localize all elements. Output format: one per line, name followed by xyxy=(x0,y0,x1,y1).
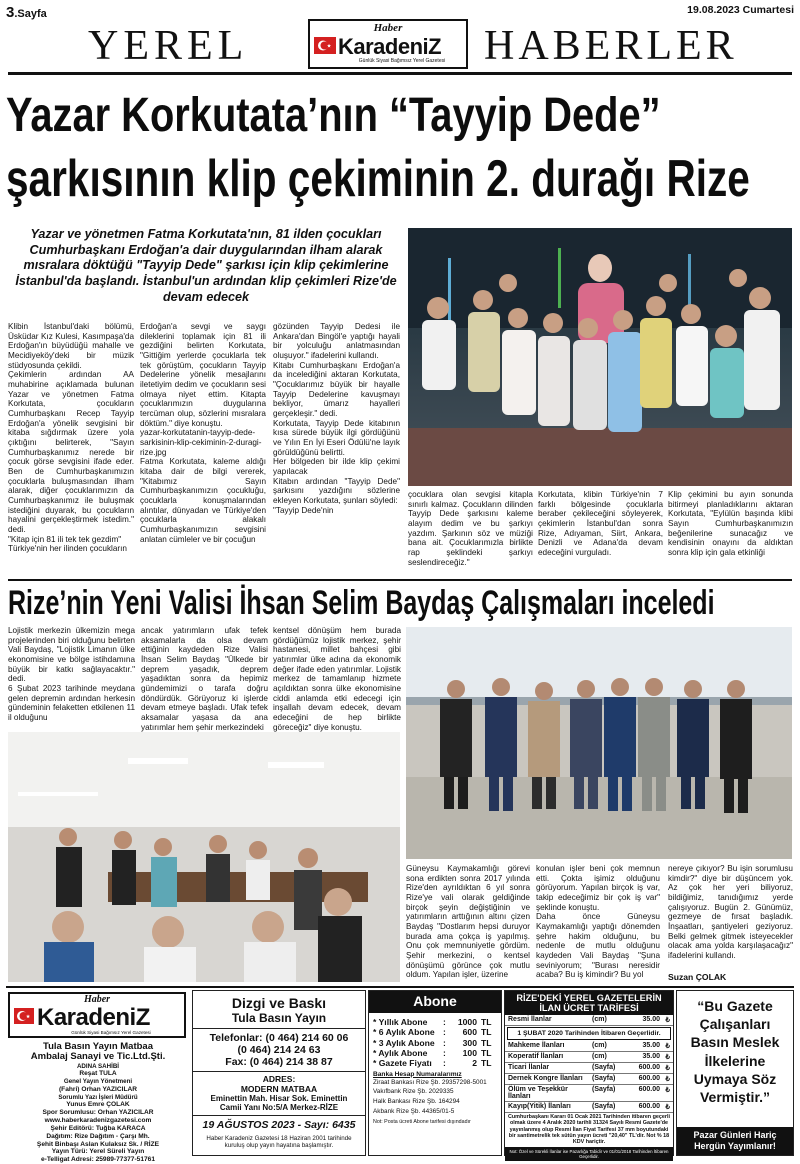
subscription-unit: TL xyxy=(481,1058,492,1069)
subscription-box xyxy=(368,990,502,1156)
officials-photo xyxy=(406,627,792,859)
section-divider-1 xyxy=(8,579,792,581)
subscription-value: 300 xyxy=(462,1037,477,1048)
issue-number: 19 AĞUSTOS 2023 - Sayı: 6435 xyxy=(193,1115,365,1131)
subscription-unit: TL xyxy=(481,1047,492,1058)
tariff-unit: (Sayfa) xyxy=(592,1064,616,1072)
tariff-box xyxy=(504,990,674,1160)
subscription-value: 1000 xyxy=(457,1017,477,1027)
tariff-currency: ₺ xyxy=(665,1043,670,1051)
tariff-strip: Not: Özel ve Sürekli İlanlar ise Pazarlığa Tabidir ve 01/01/2018 Tarihinden İtibaren Geçerlidir. xyxy=(505,1147,673,1161)
children-group-photo xyxy=(408,228,792,486)
tariff-value: 600.00 xyxy=(638,1086,660,1094)
tariff-unit: (cm) xyxy=(592,1042,607,1050)
impressum-line: ADINA SAHİBİ xyxy=(76,1062,120,1070)
subscription-value: 100 xyxy=(462,1047,477,1058)
phone-2: (0 464) 214 24 63 xyxy=(237,1044,321,1056)
bank-account: Halk Bankası Rize Şb. 164294 xyxy=(373,1098,460,1106)
subscription-unit: TL xyxy=(481,1037,492,1048)
subscription-label: * 3 Aylık Abone xyxy=(373,1037,435,1048)
bank-note: Not: Posta ücreti Abone tarifesi dışındadır xyxy=(373,1119,471,1126)
article2-col2: ancak yatırımların ufak tefek aksamalarla da olsa devam ettiğinin kaydeden Rize Valisi İhsan Selim Baydaş "Ülkede bir deprem yaşadık, deprem yaşadıktan sonra da hepimiz gündemimizi o tarafa doğru döndürdük. Görüyoruz ki işlerde devam etmeye başladı. Ufak tefek aksamalar yaşasa da ana yatırımlar hem şehir merkezindeki xyxy=(141,626,268,732)
founding-note: Haber Karadeniz Gazetesi 18 Haziran 2001 tarihinde kuruluş olup yayın hayatına başlamıştır. xyxy=(206,1135,352,1149)
logo-top: Haber xyxy=(373,22,403,34)
impressum-line: e-Telligat Adresi: 25989-77377-51761 xyxy=(41,1156,155,1164)
print-title: Dizgi ve Baskı xyxy=(231,995,327,1011)
impressum-line: Şehit Binbaşı Aslan Kulaksız Sk. / RİZE xyxy=(36,1140,160,1148)
ethics-statement: “Bu Gazete Çalışanları Basın Meslek İlkelerine Uymaya Söz Vermiştir.” xyxy=(690,998,780,1105)
subscription-row xyxy=(373,1048,497,1058)
tariff-value: 35.00 xyxy=(642,1016,660,1024)
tariff-label: Koperatif İlanları xyxy=(508,1053,564,1061)
tariff-unit: (Sayfa) xyxy=(592,1103,616,1111)
footer-logo-top: Haber xyxy=(83,994,111,1005)
impressum-line: Sorumlu Yazı İşleri Müdürü xyxy=(58,1093,138,1101)
tariff-row xyxy=(505,1052,673,1063)
article2-col3: kentsel dönüşüm hem burada gördüğümüz lojistik merkez, şehir hastanesi, millet bahçesi gibi yatırımlar ülke adına da ekonomik değer ifade eden yatırımlar. Lojistik merkez de tamamlanıp hizmete açıldıktan sonra ülke ekonomisine ciddi anlamda etki edecegi için inşallah devam edecek, devam edeceğini de hep birlikte göreceğiz" diye konuştu. xyxy=(273,626,401,732)
print-subtitle: Tula Basın Yayın xyxy=(231,1011,327,1025)
tariff-label: Ticari İlanlar xyxy=(508,1064,550,1072)
impressum-lines xyxy=(6,1042,190,1164)
bank-list xyxy=(369,1078,501,1118)
website-link[interactable]: www.haberkaradenizgazetesi.com xyxy=(44,1116,152,1124)
subscription-rows xyxy=(369,1013,501,1069)
impressum-line: Tula Basın Yayın Matbaa xyxy=(43,1041,153,1052)
section-word-left: YEREL xyxy=(88,23,249,69)
headline-2: Rize’nin Yeni Valisi İhsan Selim Baydaş Çalışmaları inceledi xyxy=(8,584,715,622)
tariff-value: 600.00 xyxy=(638,1075,660,1083)
article1-col4: çocuklara olan sevgisi kitapla sınırlı kalmaz. Çocukların dilinden Tayyip Dede şarkısını kaleme alayım dedim ve bu şarkıyı yazdım. Şarkının söz ve müziği bana ait. Çocuklarımızla birlikte rap şeklindeki şarkıyı seslendireceğiz." xyxy=(408,490,533,567)
tariff-header xyxy=(505,991,673,1015)
tariff-title-line2: İLAN ÜCRET TARİFESİ xyxy=(539,1003,639,1014)
subscription-row xyxy=(373,1027,497,1037)
impressum-line: Şehir Editörü: Tuğba KARACA xyxy=(50,1124,146,1132)
tariff-title-line1: RİZE'DEKİ YEREL GAZETELERİN xyxy=(516,993,662,1003)
tariff-row xyxy=(505,1063,673,1074)
subscription-label: * Aylık Abone xyxy=(373,1047,428,1058)
page-label: .Sayfa xyxy=(14,8,47,20)
impressum-line: Yayın Türü: Yerel Süreli Yayın xyxy=(51,1148,145,1156)
tariff-currency: ₺ xyxy=(665,1076,670,1084)
tariff-value: 35.00 xyxy=(642,1042,660,1050)
tariff-unit: (Sayfa) xyxy=(592,1086,616,1094)
address-line: Eminettin Mah. Hisar Sok. Eminettin xyxy=(210,1094,348,1103)
phone-1: Telefonlar: (0 464) 214 60 06 xyxy=(209,1032,349,1044)
subscription-value: 600 xyxy=(462,1027,477,1038)
subscription-title: Abone xyxy=(369,991,501,1013)
tariff-label: Dernek Kongre İlanları xyxy=(508,1075,583,1083)
tariff-row xyxy=(505,1074,673,1085)
weekday-note: Pazar Günleri Hariç Hergün Yayımlanır! xyxy=(677,1127,793,1155)
subscription-colon: : xyxy=(443,1027,446,1038)
tariff-currency: ₺ xyxy=(665,1017,670,1025)
tariff-rows xyxy=(505,1041,673,1113)
impressum-line: Yunus Emre ÇOLAK xyxy=(66,1101,130,1108)
footer-logo xyxy=(8,992,186,1038)
page-number: 3.Sayfa xyxy=(6,4,47,21)
print-box xyxy=(192,990,366,1156)
tariff-currency: ₺ xyxy=(665,1054,670,1062)
logo-main: KaradeniZ xyxy=(338,34,442,59)
impressum-line: Spor Sorumlusu: Orhan YAZICILAR xyxy=(42,1108,154,1116)
article2-col5: konulan işler beni çok memnun etti. Çokta işimiz olduğunu görüyorum. Yapılan birçok iş var, takip edeceğimiz bir çok iş var" şeklinde konuştu. Daha önce Güneysu Kaymakamlığı yaptığı dönemden şehre hakim olduğunu, bu nedenle de mutlu olduğunu kaydeden Vali Baydaş "Şuna seviniyorum; "Burası neresidir acaba? Bu iş kimindir? Bu yol xyxy=(536,864,660,980)
footer-logo-sub: Günlük Siyasi Bağımsız Yerel Gazetesi xyxy=(71,1030,151,1035)
section-word-right: HABERLER xyxy=(484,23,738,69)
impressum-box xyxy=(6,990,190,1164)
article1-col5: Korkutata, klibin Türkiye'nin 7 farklı bölgesinde çocuklarla beraber çekileceğini söyleyerek, çekimlerin İstanbul'dan sonra Rize, Adıyaman, Siirt, Ankara, Denizli ve Adana'da devam edeceğini vurguladı. xyxy=(538,490,663,558)
subscription-colon: : xyxy=(443,1017,446,1027)
byline: Suzan ÇOLAK xyxy=(668,972,727,982)
address-line: MODERN MATBAA xyxy=(240,1084,318,1094)
bank-title: Banka Hesap Numaralarımız xyxy=(373,1070,462,1078)
tariff-row xyxy=(505,1041,673,1052)
tariff-unit: (Sayfa) xyxy=(592,1075,616,1083)
tariff-currency: ₺ xyxy=(665,1065,670,1073)
subscription-row xyxy=(373,1038,497,1048)
impressum-line: Genel Yayın Yönetmeni xyxy=(63,1078,133,1086)
subscription-colon: : xyxy=(443,1037,446,1048)
address-title: ADRES: xyxy=(262,1074,296,1084)
subscription-value: 2 xyxy=(472,1058,477,1069)
tariff-label: Ölüm ve Teşekkür İlanları xyxy=(508,1086,568,1101)
meeting-room-photo xyxy=(8,732,400,982)
headline-1-line1: Yazar Korkutata’nın “Tayyip Dede” xyxy=(6,89,661,142)
tariff-value: 35.00 xyxy=(642,1053,660,1061)
masthead-logo xyxy=(308,19,468,69)
flag-icon xyxy=(314,37,336,54)
article2-col4: Güneysu Kaymakamlığı görevi sona erdikten sonra 2017 yılında Rize'den ayrıldıktan 6 yıl sonra Rize'ye vali olarak geldiğinde birçok şeyin değiştiğinin ve yatırımların arttığının altını çizen Baydaş "Dostlarım hepsi duruyor burada ama çokça iş yapılmış. Onu çok memnuniyetle gördüm. Şehir merkezini, o kentsel dönüşümü görünce çok mutlu oldum. Yapılan işler, üzerine xyxy=(406,864,530,980)
tariff-row xyxy=(505,1015,673,1026)
article2-col6: nereye çıkıyor? Bu işin sorumlusu kimdir?" diye bir düşüncem yok. Az çok her yeri biliyoruz, bildiğimiz, tanıdığımız yerde çalışıyoruz. Bugün 2. Günümüz, gezmeye de fırsat başladık. İnşaatları, şantiyeleri geziyoruz. Belki gelmek gitmek isteyecekler olacak ama yolda karşılaşacağız" ifadelerini kullandı. xyxy=(668,864,793,961)
logo-sub: Günlük Siyasi Bağımsız Yerel Gazetesi xyxy=(358,58,446,64)
subscription-colon: : xyxy=(443,1058,446,1069)
impressum-line: Ambalaj Sanayi ve Tic.Ltd.Şti. xyxy=(30,1051,166,1063)
tariff-unit: (cm) xyxy=(592,1016,607,1024)
article1-col3: gözünden Tayyip Dedesi ile Ankara'dan Bingöl'e yaptığı hayali bir yolculuğu anlatmasından oluşuyor." ifadelerini kullandı. Kitabı Cumhurbaşkanı Erdoğan'a da incelediğini aktaran Korkutata, "Çocuklarımız büyük bir hayalle Tayyip Dedelerine kavuşmayı bekliyor, ümarız hayalleri gerçekleşir." dedi. Korkutata, Tayyip Dede kitabının kısa sürede büyük ilgi gördüğünü ve Yılın En İyi Eseri Ödülü'ne layık görüldüğünü belirtti. Her bölgeden bir ilde klip çekimi yapılacak Kitabın ardından "Tayyip Dede" şarkısını yazdığını sözlerine ekleyen Korkutata, şunları söyledi: "Tayyip Dede'nin xyxy=(273,322,400,515)
subscription-unit: TL xyxy=(481,1027,492,1038)
subscription-unit: TL xyxy=(481,1017,492,1027)
impressum-line: Reşat TULA xyxy=(79,1070,117,1078)
subscription-label: * Gazete Fiyatı xyxy=(373,1058,432,1069)
tariff-banner: 1 ŞUBAT 2020 Tarihinden İtibaren Geçerlidir. xyxy=(507,1027,671,1040)
flag-icon xyxy=(14,1008,34,1024)
tariff-unit: (cm) xyxy=(592,1053,607,1061)
article1-col2: Erdoğan'a sevgi ve saygı dileklerini toplamak için 81 ili gezdiğini belirten Korkutata, "Gittiğim yerlerde çocuklarla tek tek görüştüm, çocukların Tayyip Dedelerine yönelik mesajlarını iletetiyim dedim ve çocukların sesi olmaya niyet ettim. Kitapta çocuklarımızın duygularına tercüman olup, sözlerini mısralara döktüm." diye konuştu. yazar-korkutatanin-tayyip-dede-sarkisinin-klip-cekiminin-2-duragi-rize.jpg Fatma Korkutata, kaleme aldığı kitaba dair de bilgi vererek, "Kitabımız Sayın Cumhurbaşkanımızın çocukluğu, çocuklarla konuşmalarından alıntılar, dünyadan ve Türkiye'den çocuklarla alakalı Cumhurbaşkanımızın sevgisini anlatan cümleler ve bir çocuğun xyxy=(140,322,266,544)
date: 19.08.2023 Cumartesi xyxy=(687,4,794,16)
tariff-currency: ₺ xyxy=(665,1104,670,1112)
ethics-box xyxy=(676,990,794,1156)
header-rule xyxy=(8,72,792,75)
headline-1-line2: şarkısının klip çekiminin 2. durağı Rize xyxy=(6,150,750,208)
tariff-value: 600.00 xyxy=(638,1064,660,1072)
subscription-row xyxy=(373,1017,497,1027)
tariff-row xyxy=(505,1085,673,1102)
subscription-label: * Yıllık Abone xyxy=(373,1017,428,1027)
subscription-label: * 6 Aylık Abone xyxy=(373,1027,435,1038)
subscription-row xyxy=(373,1058,497,1068)
address-line: Camii Yanı No:5/A Merkez-RİZE xyxy=(219,1103,339,1112)
impressum-line: Dağıtım: Rize Dağıtım - Çarşı Mh. xyxy=(46,1132,150,1140)
tariff-row xyxy=(505,1102,673,1113)
footer-logo-main: KaradeniZ xyxy=(37,1004,150,1031)
tariff-label: Kayıp(Yitik) İlanları xyxy=(508,1103,571,1111)
article1-col1: Klibin İstanbul'daki bölümü, Üsküdar Kız Kulesi, Kasımpaşa'da Erdoğan'ın büyüdüğü mahalle ve Mecidiyeköy'deki bir müzik stüdyosunda çekildi. Çekimlerin ardından AA muhabirine açıklamada bulunan Yazar ve yönetmen Fatma Korkutata, çocukların Cumhurbaşkanı Recep Tayyip Erdoğan'a yönelik sevgisini bir kitaba sığdırmak üzere yola çıktığını belirterek, "Sayın Cumhurbaşkanımız nerede bir çocuk görse sevgisini ifade eder. Ben de Cumhurbaşkanımızın çocuklarla buluşmasından ilham alarak, diğer çocuklarımızın da Cumhurbaşkanımız ile buluşmak istediğini duyarak, bu çocukların hayalini gerçekleştirmek istedim." dedi. "Kitap için 81 ili tek tek gezdim" Türkiye'nin her ilinden çocukların xyxy=(8,322,134,554)
article1-col6: Klip çekimini bu ayın sonunda bitirmeyi planladıklarını aktaran Korkutata, "Eylülün başında klibi Sayın Cumhurbaşkanımızın beğenilerine sunacağız ve kendisinin onayını da aldıktan sonra klip için gala etkinliği xyxy=(668,490,793,558)
fax: Fax: (0 464) 214 38 87 xyxy=(225,1056,333,1068)
tariff-label: Resmi İlanlar xyxy=(508,1016,552,1024)
impressum-line: (Fahri) Orhan YAZICILAR xyxy=(58,1085,138,1093)
lead-paragraph: Yazar ve yönetmen Fatma Korkutata'nın, 81 ilden çocukları Cumhurbaşkanı Erdoğan'a dair duygularından ilham alarak mısralara döktüğü "Tayyip Dede" şarkısı için klip çekimlerine İstanbul'da başlandı. İstanbul'un ardından klip çekimleri Rize'de devam edecek xyxy=(15,227,397,304)
tariff-note: Cumhurbaşkanı Kararı 01 Ocak 2021 Tarihinden itibaren geçerli olmak üzere 4 Aralık 2020 tarihli 31324 Sayılı Resmi Gazete'de yayınlanmış olup Resmi İlan Fiyat Tarifesi 37 mm boyutundaki bir santimetrelik tek sütün yayın ücreti "20,40" TL'dir. Not % 18 KDV hariçtir. xyxy=(508,1114,670,1146)
tariff-label: Mahkeme İlanları xyxy=(508,1042,565,1050)
bank-account: Vakıfbank Rize Şb. 2029335 xyxy=(373,1088,454,1096)
tariff-value: 600.00 xyxy=(638,1103,660,1111)
subscription-colon: : xyxy=(443,1047,446,1058)
bank-account: Akbank Rize Şb. 44365/01-5 xyxy=(373,1108,455,1116)
tariff-currency: ₺ xyxy=(665,1087,670,1095)
article2-col1: Lojistik merkezin ülkemizin mega projelerinden biri olduğunu belirten Vali Baydaş, "Lojistik Limanın ülke ekonomisine ve bölge istihdamına büyük bir katkı sağlayacaktır." dedi. 6 Şubat 2023 tarihinde meydana gelen depremin ardından herkesin gündeminin felaketten etkilenen 11 il olduğunu xyxy=(8,626,135,723)
bank-account: Ziraat Bankası Rize Şb. 29357298-5001 xyxy=(373,1078,487,1086)
